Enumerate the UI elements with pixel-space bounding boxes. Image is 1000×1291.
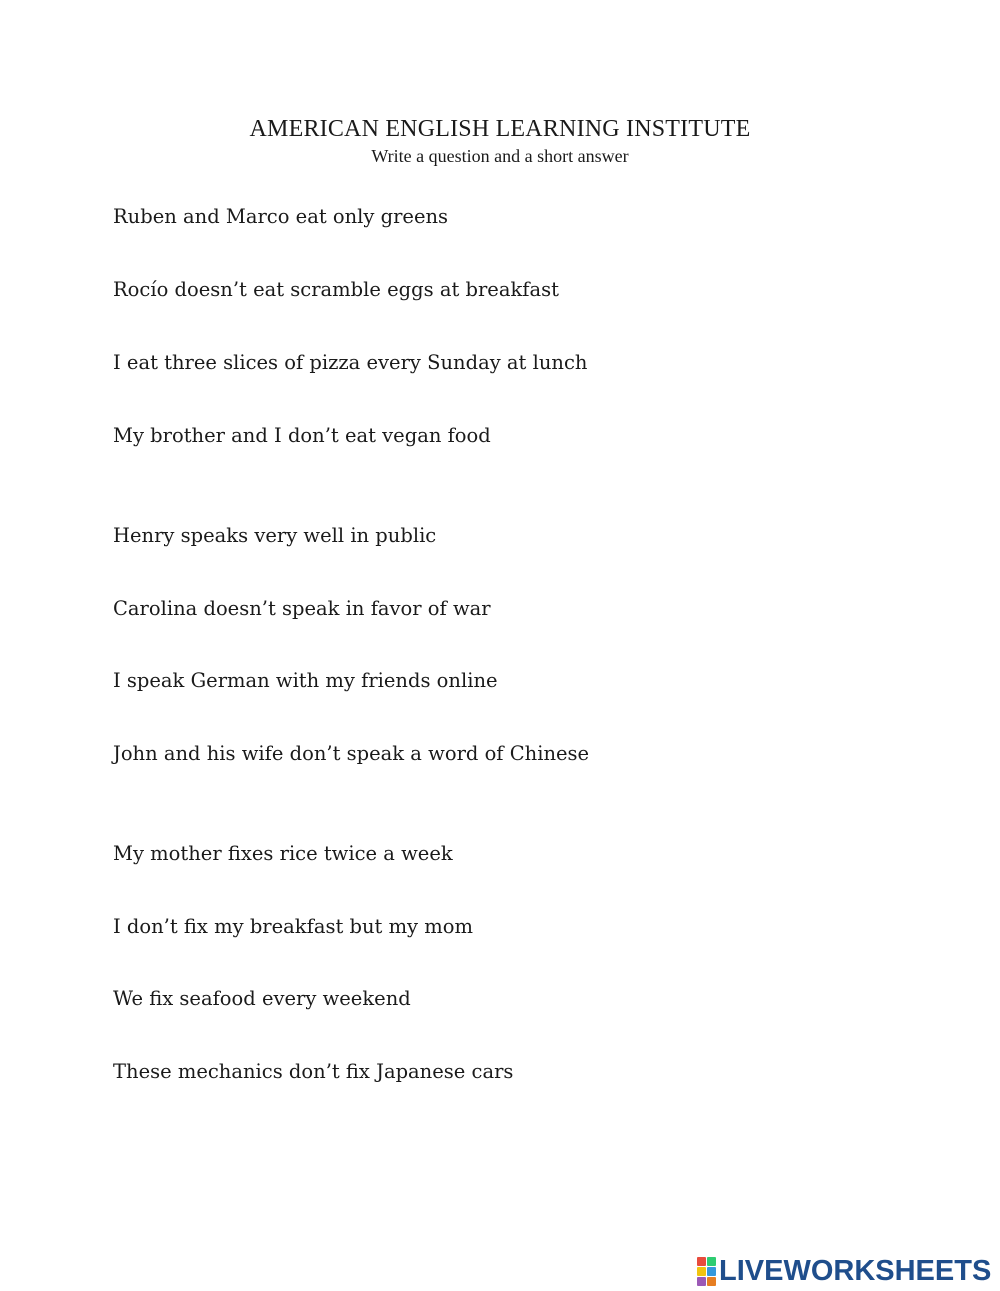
sentence-2: Rocío doesn’t eat scramble eggs at breakfast	[113, 278, 559, 301]
sentence-1: Ruben and Marco eat only greens	[113, 205, 449, 228]
page-subtitle: Write a question and a short answer	[371, 146, 629, 166]
logo-blocks-icon	[697, 1257, 716, 1286]
logo-block	[697, 1267, 706, 1276]
logo-block	[697, 1277, 706, 1286]
sentence-7: I speak German with my friends online	[113, 669, 498, 692]
logo-block	[707, 1277, 716, 1286]
logo-block	[697, 1257, 706, 1266]
logo-block	[707, 1257, 716, 1266]
sentence-8: John and his wife don’t speak a word of Chinese	[113, 742, 590, 765]
liveworksheets-logo	[697, 1254, 991, 1288]
sentence-9: My mother fixes rice twice a week	[113, 842, 453, 865]
logo-text: LIVEWORKSHEETS	[719, 1254, 992, 1287]
sentence-6: Carolina doesn’t speak in favor of war	[113, 597, 491, 620]
page-title: AMERICAN ENGLISH LEARNING INSTITUTE	[249, 116, 751, 142]
sentence-3: I eat three slices of pizza every Sunday at lunch	[113, 351, 588, 374]
sentence-10: I don’t fix my breakfast but my mom	[113, 915, 473, 938]
sentence-5: Henry speaks very well in public	[113, 524, 437, 547]
sentence-12: These mechanics don’t fix Japanese cars	[113, 1060, 514, 1083]
logo-block	[707, 1267, 716, 1276]
sentence-4: My brother and I don’t eat vegan food	[113, 424, 491, 447]
sentence-11: We fix seafood every weekend	[113, 987, 411, 1010]
